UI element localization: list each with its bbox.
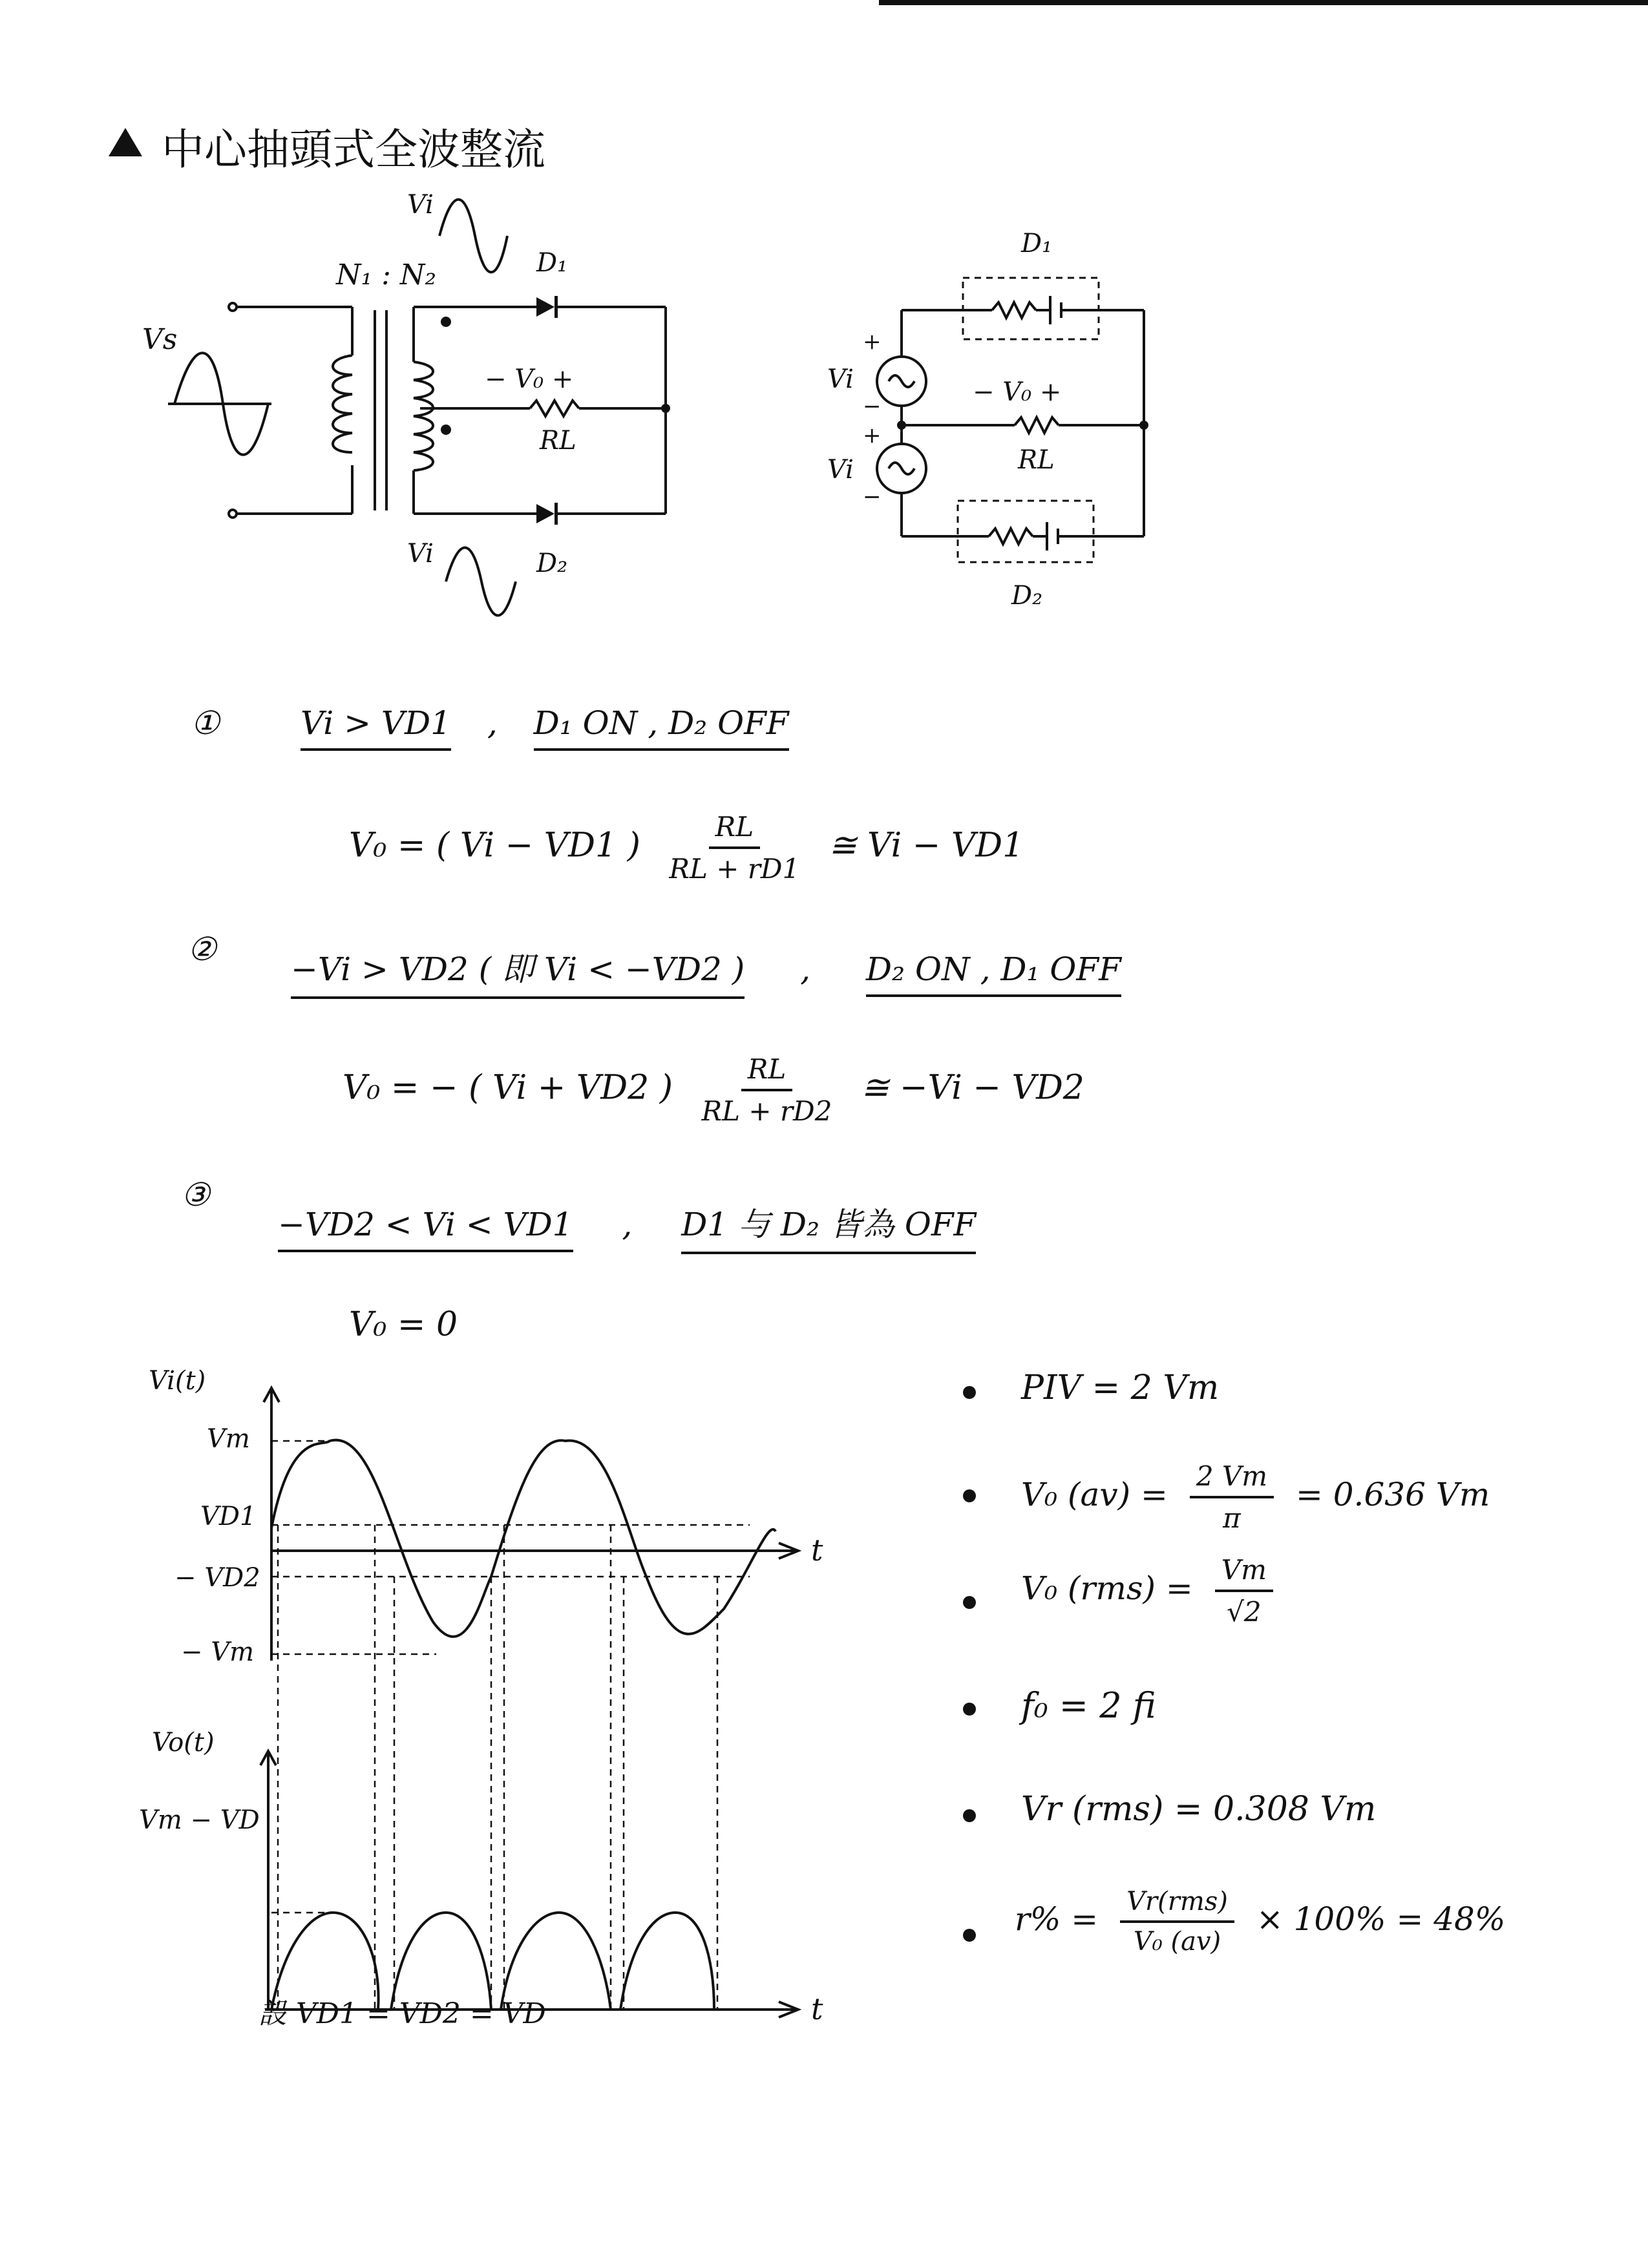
eq-d1-label: D₁ <box>1021 229 1053 258</box>
eq-minus-bottom: − <box>863 484 882 510</box>
vo-t-label: t <box>811 1991 823 2026</box>
formula-ripple-den: V₀ (av) <box>1133 1927 1221 1957</box>
vi-t-label: t <box>811 1533 823 1568</box>
eq-vi-bottom-label: Vi <box>827 455 854 485</box>
eq-vi-top-label: Vi <box>827 364 854 394</box>
eq-vo-label: − V₀ + <box>973 377 1062 407</box>
vo-axis-label: Vo(t) <box>152 1728 215 1758</box>
eq-d2-label: D₂ <box>1011 581 1043 611</box>
case-1-eq-rhs: ≅ Vi − VD1 <box>828 826 1024 865</box>
formula-ripple-fraction <box>1120 1887 1234 1957</box>
neg-vm-tick-label: − Vm <box>181 1637 255 1667</box>
formula-2-bullet <box>963 1489 976 1502</box>
case-2-frac-den: RL + rD2 <box>701 1095 832 1127</box>
formula-vo-av-rhs: = 0.636 Vm <box>1295 1476 1490 1513</box>
vi-bottom-label: Vi <box>407 539 434 569</box>
case-2-number: ② <box>187 930 217 968</box>
case-1-frac-den: RL + rD1 <box>669 853 800 885</box>
case-1-condition <box>301 704 789 751</box>
case-3-sep: , <box>622 1206 633 1243</box>
case-2-eq-rhs: ≅ −Vi − VD2 <box>860 1068 1084 1108</box>
equivalent-circuit-diagram <box>808 220 1196 633</box>
case-1-equation <box>349 811 1024 885</box>
formula-ripple-lhs: r% = <box>1015 1900 1099 1938</box>
case-3-state-text: D1 与 D₂ 皆為 OFF <box>681 1199 976 1254</box>
formula-ripple <box>1015 1887 1505 1957</box>
formula-4-bullet <box>963 1703 976 1716</box>
d1-label: D₁ <box>536 248 568 278</box>
neg-vd2-tick-label: − VD2 <box>174 1563 260 1593</box>
waveform-graphs <box>129 1363 872 2048</box>
vs-label: Vs <box>142 323 178 356</box>
rl-label: RL <box>540 426 576 456</box>
footnote: 設 VD1 = VD2 = VD <box>259 1997 546 2030</box>
eq-rl-label: RL <box>1018 445 1055 475</box>
case-2-condition <box>291 943 1121 999</box>
top-rule <box>879 0 1648 5</box>
formula-vo-av-den: π <box>1223 1502 1241 1534</box>
case-3-cond-text: −VD2 < Vi < VD1 <box>278 1206 573 1252</box>
d2-label: D₂ <box>536 549 568 578</box>
vo-label: − V₀ + <box>485 364 574 394</box>
vi-axis-label: Vi(t) <box>149 1366 206 1396</box>
case-1-sep: , <box>487 704 498 742</box>
eq-minus-top: − <box>863 394 882 419</box>
formula-vo-rms <box>1021 1554 1285 1628</box>
formula-6-bullet <box>963 1929 976 1942</box>
formula-vo-rms-den: √2 <box>1227 1596 1262 1628</box>
formula-ripple-rhs: × 100% = 48% <box>1256 1900 1506 1938</box>
vi-top-label: Vi <box>407 190 434 220</box>
case-3-condition <box>278 1199 976 1254</box>
formula-frequency: f₀ = 2 fi <box>1021 1685 1156 1726</box>
case-2-equation <box>343 1053 1084 1127</box>
case-3-equation: V₀ = 0 <box>349 1305 458 1344</box>
case-1-fraction <box>662 811 806 885</box>
formula-vo-rms-num: Vm <box>1215 1554 1273 1592</box>
case-2-sep: , <box>800 950 811 988</box>
case-1-state-text: D₁ ON , D₂ OFF <box>534 704 789 751</box>
formula-vr-rms: Vr (rms) = 0.308 Vm <box>1021 1790 1377 1829</box>
eq-plus-bottom: + <box>863 423 882 448</box>
vm-tick-label: Vm <box>207 1424 250 1454</box>
case-2-frac-num: RL <box>741 1053 793 1091</box>
case-1-cond-text: Vi > VD1 <box>301 704 451 751</box>
center-tap-circuit-diagram <box>103 174 698 653</box>
turns-ratio-label: N₁ : N₂ <box>336 258 437 291</box>
case-2-state-text: D₂ ON , D₁ OFF <box>866 950 1121 997</box>
case-1-eq-lhs: V₀ = ( Vi − VD1 ) <box>349 826 640 865</box>
vm-minus-vd-tick-label: Vm − VD <box>139 1805 260 1835</box>
formula-3-bullet <box>963 1596 976 1609</box>
title-bullet-icon <box>109 128 142 156</box>
case-1-frac-num: RL <box>709 811 761 849</box>
formula-vo-rms-fraction <box>1215 1554 1273 1628</box>
formula-1-bullet <box>963 1386 976 1399</box>
vd1-tick-label: VD1 <box>200 1502 257 1531</box>
formula-piv: PIV = 2 Vm <box>1021 1369 1220 1407</box>
case-3-number: ③ <box>181 1176 210 1213</box>
formula-vo-av-fraction <box>1190 1460 1274 1534</box>
formula-5-bullet <box>963 1809 976 1822</box>
case-1-number: ① <box>191 704 220 742</box>
page-title: 中心抽頭式全波整流 <box>162 125 545 174</box>
formula-vo-av <box>1021 1460 1490 1534</box>
formula-vo-av-num: 2 Vm <box>1190 1460 1274 1498</box>
case-2-fraction <box>695 1053 839 1127</box>
formula-vo-av-lhs: V₀ (av) = <box>1021 1476 1168 1513</box>
eq-plus-top: + <box>863 329 882 355</box>
case-2-cond-text: −Vi > VD2 ( 即 Vi < −VD2 ) <box>291 943 745 999</box>
formula-vo-rms-lhs: V₀ (rms) = <box>1021 1570 1193 1607</box>
formula-ripple-num: Vr(rms) <box>1120 1887 1234 1923</box>
case-2-eq-lhs: V₀ = − ( Vi + VD2 ) <box>343 1068 673 1108</box>
